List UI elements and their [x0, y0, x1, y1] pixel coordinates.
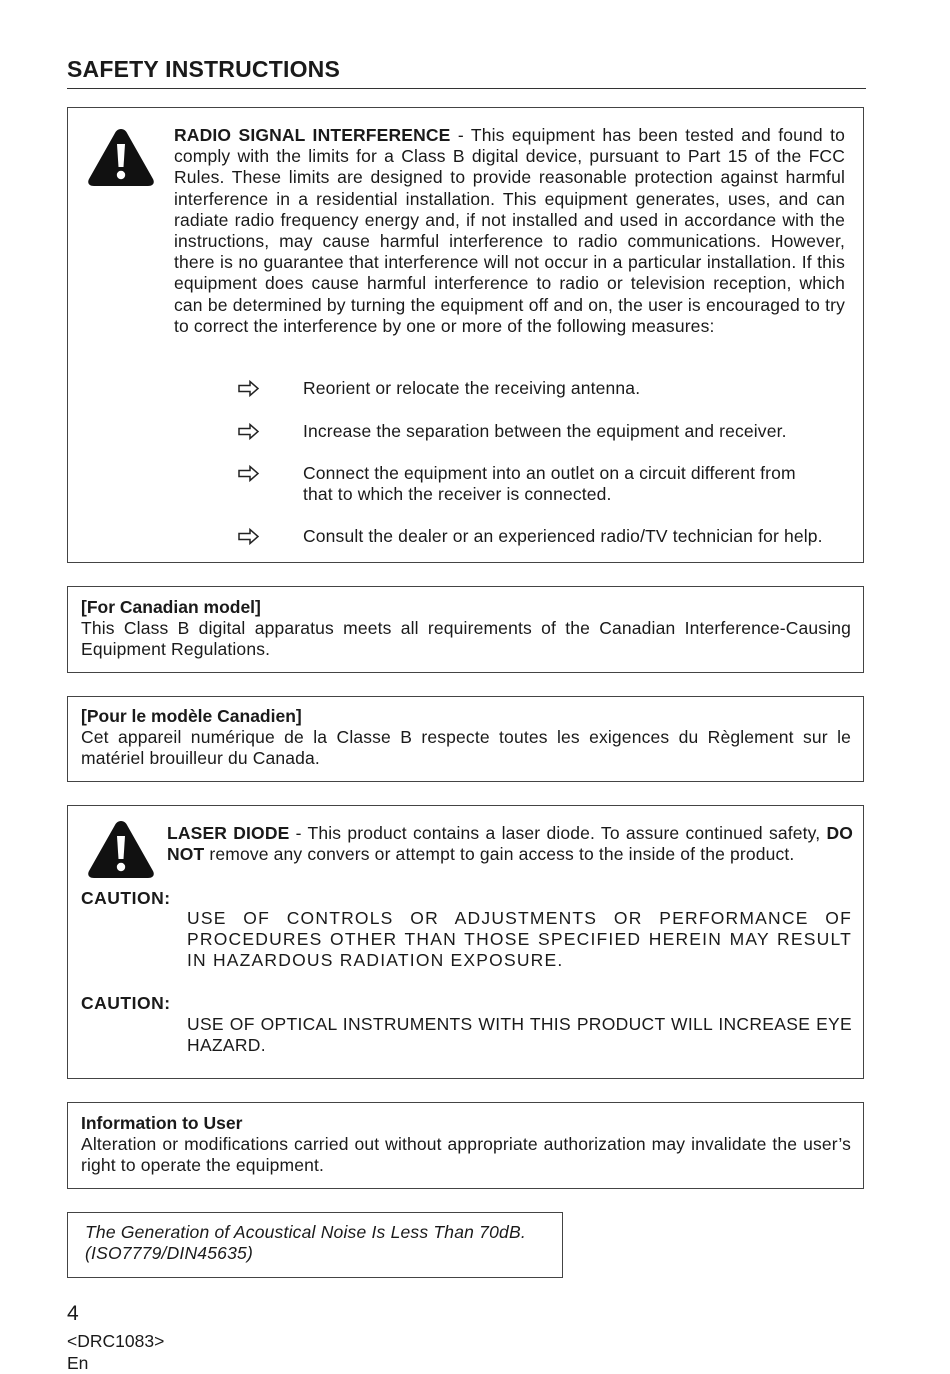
acoustical-noise-box — [67, 1212, 563, 1278]
laser-diode-body-2: remove any convers or attempt to gain access to the inside of the product. — [204, 844, 795, 865]
canadian-model-text: This Class B digital apparatus meets all requirements of the Canadian Interference-Causing Equipment Regulations. — [81, 618, 851, 660]
radio-interference-body: - This equipment has been tested and found to comply with the limits for a Class B digital device, pursuant to Part 15 of the FCC Rules. These limits are designed to provide reasonable protection against harmful interference in a residential installation. This equipment generates, uses, and can radiate radio frequency energy and, if not installed and used in accordance with the instructions, may cause harmful interference to radio communications. However, there is no guarantee that interference will not occur in a particular installation. If this equipment does cause harmful interference to radio or television reception, which can be determined by turning the equipment off and on, the user is encouraged to try to correct the interference by one or more of the following measures: — [174, 125, 845, 336]
radio-interference-lead: RADIO SIGNAL INTERFERENCE — [174, 125, 451, 145]
canadian-model-heading: [For Canadian model] — [81, 597, 261, 617]
laser-diode-lead: LASER DIODE — [167, 823, 290, 843]
caution-text: USE OF OPTICAL INSTRUMENTS WITH THIS PRODUCT WILL INCREASE EYE HAZARD. — [187, 1014, 852, 1056]
warning-triangle-icon — [86, 126, 156, 188]
acoustical-noise-line-1: The Generation of Acoustical Noise Is Less Than 70dB. — [85, 1222, 526, 1242]
measure-text: Consult the dealer or an experienced radio/TV technician for help. — [303, 526, 823, 546]
outline-arrow-right-icon — [237, 378, 261, 399]
outline-arrow-right-icon — [237, 463, 261, 484]
canadian-model-fr-text: Cet appareil numérique de la Classe B respecte toutes les exigences du Règlement sur le matériel brouilleur du Canada. — [81, 727, 851, 769]
canadian-model-fr-heading: [Pour le modèle Canadien] — [81, 706, 302, 726]
acoustical-noise-line-2: (ISO7779/DIN45635) — [85, 1243, 253, 1264]
measure-text: Connect the equipment into an outlet on a circuit different from that to which the receiver is connected. — [303, 463, 796, 505]
language-code: En — [67, 1353, 89, 1373]
caution-label: CAUTION: — [81, 993, 171, 1013]
page-title: SAFETY INSTRUCTIONS — [67, 56, 866, 89]
information-to-user-text: Alteration or modifications carried out without appropriate authorization may invalidate the user’s right to operate the equipment. — [81, 1134, 851, 1176]
page-number: 4 — [67, 1302, 79, 1325]
measure-text: Reorient or relocate the receiving antenna. — [303, 378, 641, 398]
warning-triangle-icon — [86, 818, 156, 880]
information-to-user-box — [67, 1102, 864, 1189]
do-not-emphasis: DO NOT — [167, 823, 854, 865]
outline-arrow-right-icon — [237, 526, 261, 547]
outline-arrow-right-icon — [237, 421, 261, 442]
caution-text: USE OF CONTROLS OR ADJUSTMENTS OR PERFORMANCE OF PROCEDURES OTHER THAN THOSE SPECIFIED HEREIN MAY RESULT IN HAZARDOUS RADIATION EXPOSURE. — [187, 908, 852, 971]
caution-label: CAUTION: — [81, 888, 171, 908]
canadian-model-fr-box — [67, 696, 864, 782]
measure-text: Increase the separation between the equipment and receiver. — [303, 421, 787, 441]
radio-interference-box — [67, 107, 864, 563]
laser-diode-text — [167, 823, 853, 865]
laser-diode-body: - This product contains a laser diode. To assure continued safety, — [289, 823, 827, 843]
laser-diode-box — [67, 805, 864, 1079]
radio-interference-text — [174, 125, 845, 337]
canadian-model-box — [67, 586, 864, 673]
model-code: <DRC1083> — [67, 1331, 165, 1351]
information-to-user-heading: Information to User — [81, 1113, 243, 1133]
